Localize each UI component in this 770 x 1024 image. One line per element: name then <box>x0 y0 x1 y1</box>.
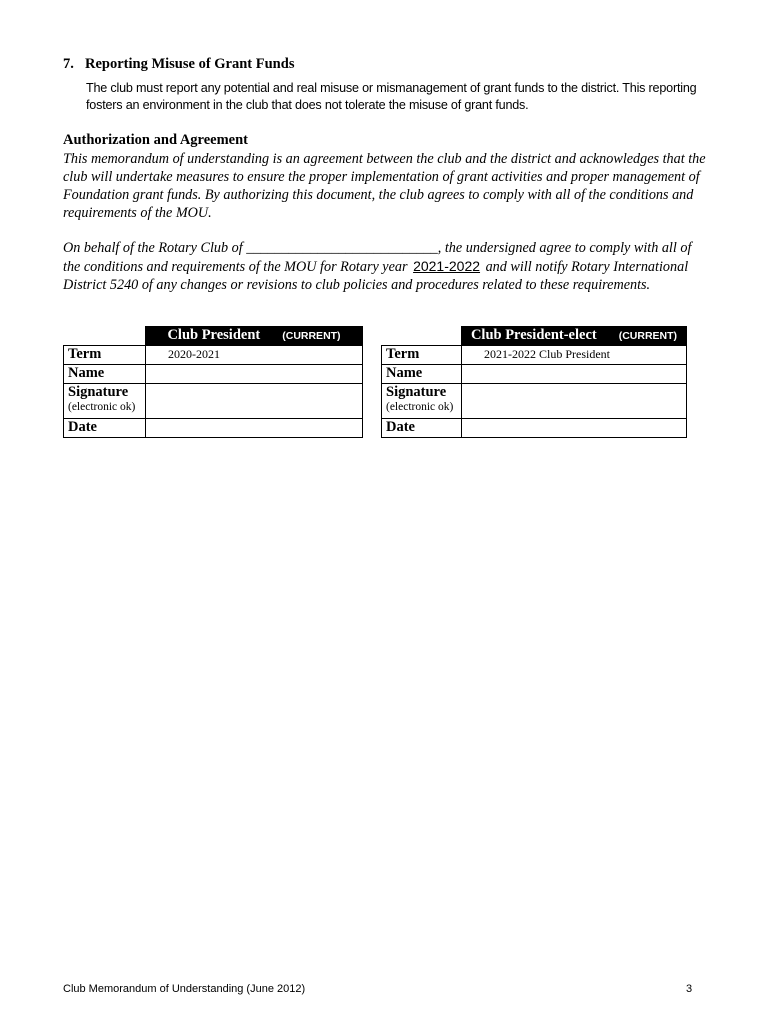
rotary-year-field[interactable]: 2021-2022 <box>413 258 481 274</box>
authorization-body: This memorandum of understanding is an agreement between the club and the district and acknowledges that the club will undertake measures to ensure the proper implementation of grant activities and proper management of Foundation grant funds. By authorizing this document, the club agrees to comply with all of the conditions and requirements of the MOU. <box>63 151 706 221</box>
president-signature-field[interactable] <box>146 384 363 419</box>
club-president-header <box>146 327 363 346</box>
date-label: Date <box>382 419 462 438</box>
signature-label-cell <box>382 384 462 419</box>
president-term-field[interactable]: 2020-2021 <box>146 346 363 365</box>
name-label: Name <box>382 365 462 384</box>
behalf-text-2: and will notify Rotary International District 5240 of any changes or revisions to club policies and procedures related to these requirements. <box>63 259 689 293</box>
signature-label: Signature <box>68 384 129 400</box>
president-elect-date-field[interactable] <box>462 419 687 438</box>
president-name-field[interactable] <box>146 365 363 384</box>
signature-sub-label: (electronic ok) <box>68 401 136 413</box>
club-president-elect-heading: Club President-elect <box>470 327 597 343</box>
president-elect-signature-field[interactable] <box>462 384 687 419</box>
behalf-paragraph <box>63 239 708 294</box>
section-7-body: The club must report any potential and real misuse or mismanagement of grant funds to the district. This reporting fosters an environment in the club that does not tolerate the misuse of grant funds. <box>86 81 697 112</box>
current-tag: (CURRENT) <box>618 330 678 342</box>
name-label: Name <box>64 365 146 384</box>
current-tag: (CURRENT) <box>282 330 341 342</box>
president-date-field[interactable] <box>146 419 363 438</box>
club-president-heading: Club President <box>167 327 261 343</box>
signature-label-cell <box>64 384 146 419</box>
signature-sub-label: (electronic ok) <box>386 401 454 413</box>
signature-label: Signature <box>386 384 447 400</box>
section-title: Reporting Misuse of Grant Funds <box>85 56 295 72</box>
club-president-elect-table <box>381 326 687 438</box>
behalf-text-1: On behalf of the Rotary Club of ___________________________, the undersigned agree to comply with all of the conditions and requirements of the MOU for Rotary year <box>63 240 692 275</box>
president-elect-name-field[interactable] <box>462 365 687 384</box>
club-president-elect-header <box>462 327 687 346</box>
page-number: 3 <box>686 983 693 995</box>
term-label: Term <box>382 346 462 365</box>
authorization-heading: Authorization and Agreement <box>63 132 249 148</box>
date-label: Date <box>64 419 146 438</box>
term-label: Term <box>64 346 146 365</box>
footer-title: Club Memorandum of Understanding (June 2012) <box>63 983 306 995</box>
club-president-table <box>63 326 363 438</box>
section-7-heading <box>63 56 294 73</box>
section-number: 7. <box>63 56 74 72</box>
president-elect-term-field[interactable]: 2021-2022 Club President <box>462 346 687 365</box>
